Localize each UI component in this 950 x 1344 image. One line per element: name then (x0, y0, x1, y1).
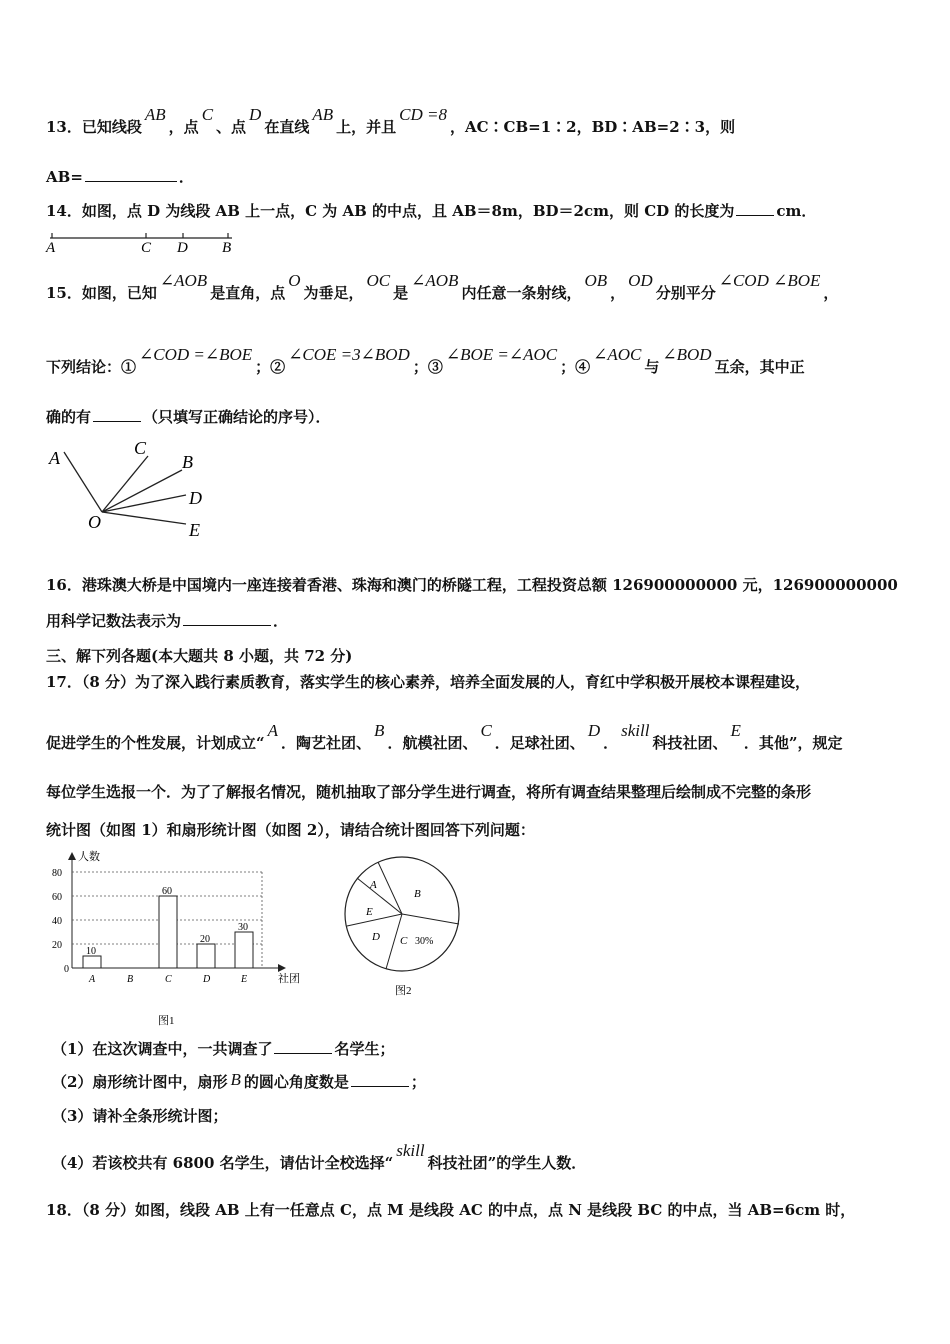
math-angle-aob: ∠AOB (411, 271, 459, 290)
q18-text: （8 分）如图，线段 AB 上有一任意点 C，点 M 是线段 AC 的中点，点 N 是线段 BC 的中点，当 AB=6cm 时， (81, 1201, 856, 1219)
answer-blank[interactable] (274, 1041, 332, 1054)
chart-title: 图1 (158, 1015, 175, 1027)
q15-sep: ；② (255, 358, 286, 376)
q17-text: ．足球社团、 (494, 734, 585, 752)
q17-text: 科技社团、 (652, 734, 728, 752)
q17-sub4-text: 科技社团”的学生人数． (427, 1154, 587, 1172)
y-axis-arrow (68, 852, 76, 860)
answer-blank[interactable] (351, 1074, 409, 1087)
slice-label-b: B (414, 888, 421, 900)
answer-blank[interactable] (736, 203, 774, 216)
math-o: O (288, 271, 301, 290)
x-tick-label-c: C (165, 974, 172, 985)
q13-text: 在直线 (264, 118, 310, 136)
x-tick-label-a: A (89, 974, 96, 985)
y-tick-label: 40 (52, 916, 62, 927)
q15-line1 (46, 271, 839, 303)
bar-a (83, 956, 101, 968)
slice-label-c: C (400, 935, 408, 947)
math-a: A (267, 721, 279, 740)
bar-d (197, 944, 215, 968)
y-tick-labels (52, 868, 69, 975)
math-c: C (480, 721, 492, 740)
bar-c (159, 896, 177, 968)
x-tick-label-d: D (203, 974, 211, 985)
q14-number: 14． (46, 202, 82, 220)
q15-line2 (46, 345, 805, 377)
label-d: D (189, 488, 202, 508)
label-o: O (88, 512, 101, 532)
q17-sub2-text: ； (410, 1073, 426, 1091)
section-3-title: 三、解下列各题(本大题共 8 小题，共 72 分) (46, 647, 353, 665)
q13-text: 上，并且 (336, 118, 397, 136)
conclusion-3: ∠BOE =∠AOC (445, 345, 558, 364)
q15-text: ， (610, 284, 626, 302)
math-skill: skill (621, 721, 650, 740)
q16-text: 用科学记数法表示为 (46, 612, 182, 630)
bar-chart-figure-1 (50, 848, 320, 1028)
slice-label-a: A (370, 879, 377, 891)
q13-line1 (46, 105, 736, 137)
label-a: A (46, 240, 56, 256)
label-c: C (134, 438, 147, 458)
pie-divider-e-a (357, 878, 402, 914)
q17-sub1-text: （1）在这次调查中，一共调查了 (52, 1040, 273, 1058)
ray-ob (102, 470, 182, 512)
label-c: C (141, 240, 152, 256)
label-d: D (177, 240, 188, 256)
q16-suffix: ． (273, 612, 289, 630)
q15-conclusions-intro: 下列结论：① (46, 358, 137, 376)
answer-blank[interactable] (183, 613, 271, 626)
bar-value-label-d: 20 (200, 934, 210, 945)
math-angle-aob: ∠AOB (159, 271, 208, 290)
q13-text: 已知线段 (81, 118, 142, 136)
pie-divider-d-e (347, 914, 402, 926)
q15-sep: ；③ (412, 358, 443, 376)
math-b: B (230, 1070, 241, 1089)
answer-blank[interactable] (93, 409, 141, 422)
math-skill: skill (396, 1141, 425, 1160)
q17-text: （8 分）为了深入践行素质教育，落实学生的核心素养，培养全面发展的人，育红中学积极开展校本课程建设， (81, 673, 811, 691)
x-tick-label-e: E (241, 974, 248, 985)
q17-number: 17． (46, 673, 82, 691)
math-cd-eq-8: CD =8 (399, 105, 447, 124)
conclusion-2: ∠COE =3∠BOD (288, 345, 410, 364)
q16-line1 (46, 574, 898, 595)
q17-sub3: （3）请补全条形统计图； (52, 1107, 228, 1125)
math-ab: AB (144, 105, 166, 124)
math-d: D (249, 105, 262, 124)
q15-text: ， (823, 284, 839, 302)
math-od: OD (628, 271, 653, 290)
q16-text: 港珠澳大桥是中国境内一座连接着香港、珠海和澳门的桥隧工程，工程投资总额 126900000000 元，126900000000 (81, 576, 898, 594)
q14-line (46, 200, 816, 221)
q15-text: 如图，已知 (81, 284, 157, 302)
q17-line3: 每位学生选报一个．为了了解报名情况，随机抽取了部分学生进行调查，将所有调查结果整理后绘制成不完整的条形 (46, 783, 812, 801)
q17-line2 (46, 721, 843, 753)
q16-line2 (46, 610, 288, 631)
x-axis-arrow (278, 964, 286, 972)
q15-sep: 与 (644, 358, 660, 376)
bar-value-label-a: 10 (86, 946, 96, 957)
chart-title: 图2 (395, 985, 412, 997)
q15-text: 为垂足， (303, 284, 364, 302)
q17-line1 (46, 671, 810, 692)
math-e: E (730, 721, 741, 740)
q17-sub2-text: （2）扇形统计图中，扇形 (52, 1073, 228, 1091)
q17-sub1 (52, 1038, 394, 1059)
label-b: B (182, 452, 193, 472)
q15-text: 确的有 (46, 408, 92, 426)
q13-text: 、点 (216, 118, 247, 136)
math-ab: AB (312, 105, 334, 124)
bar-e (235, 932, 253, 968)
conclusion-4-angle-bod: ∠BOD (662, 345, 712, 364)
q15-text: 分别平分 (655, 284, 716, 302)
label-e: E (189, 520, 200, 540)
q13-number: 13． (46, 118, 82, 136)
q17-text: ．其他”，规定 (743, 734, 843, 752)
q17-sub1-text: 名学生； (334, 1040, 395, 1058)
q17-sub4 (52, 1141, 587, 1173)
q15-text: 是直角，点 (210, 284, 286, 302)
x-tick-labels (88, 974, 247, 985)
math-d: D (587, 721, 601, 740)
y-axis-label: 人数 (78, 851, 100, 863)
q14-segment-figure (44, 228, 244, 256)
q13-answer-prefix: AB= (46, 168, 83, 186)
math-ob: OB (584, 271, 608, 290)
q18-line1 (46, 1199, 855, 1220)
q18-number: 18． (46, 1201, 82, 1219)
q13-text: ，点 (168, 118, 199, 136)
q17-line4: 统计图（如图 1）和扇形统计图（如图 2），请结合统计图回答下列问题： (46, 821, 535, 839)
q13-answer-suffix: ． (178, 168, 194, 186)
q17-text: ．陶艺社团、 (281, 734, 372, 752)
pie-chart-figure-2 (340, 854, 470, 1004)
y-tick-label: 60 (52, 892, 62, 903)
q15-ray-figure (44, 432, 224, 544)
q17-text: ．航模社团、 (387, 734, 478, 752)
y-tick-label: 80 (52, 868, 62, 879)
q15-text: 内任意一条射线， (461, 284, 582, 302)
answer-blank[interactable] (85, 169, 177, 182)
q13-text: ，AC∶CB=1∶2，BD∶AB=2∶3，则 (449, 118, 736, 136)
q17-sub4-text: （4）若该校共有 6800 名学生，请估计全校选择“ (52, 1154, 394, 1172)
ray-oe (102, 512, 186, 524)
conclusion-4-angle-aoc: ∠AOC (593, 345, 642, 364)
label-a: A (49, 448, 60, 468)
math-oc: OC (366, 271, 391, 290)
x-axis-label: 社团 (278, 973, 300, 985)
q15-number: 15． (46, 284, 82, 302)
q17-sub2 (52, 1071, 426, 1092)
y-tick-label: 20 (52, 940, 62, 951)
math-c: C (201, 105, 214, 124)
q15-sep: ；④ (560, 358, 591, 376)
q17-text: ． (603, 734, 619, 752)
bar-value-label-e: 30 (238, 922, 248, 933)
q15-text: 是 (393, 284, 409, 302)
q15-line3 (46, 406, 331, 427)
q16-number: 16． (46, 576, 82, 594)
q17-text: 促进学生的个性发展，计划成立“ (46, 734, 265, 752)
y-tick-label: 0 (64, 964, 69, 975)
q15-text: 互余，其中正 (714, 358, 805, 376)
math-b: B (374, 721, 385, 740)
q14-text: 如图，点 D 为线段 AB 上一点，C 为 AB 的中点，且 AB＝8m，BD＝2cm，则 CD 的长度为 (81, 202, 735, 220)
ray-oa (64, 452, 102, 512)
pie-divider-b-c (402, 914, 459, 924)
slice-label-e: E (366, 906, 373, 918)
conclusion-1: ∠COD =∠BOE (139, 345, 253, 364)
slice-value-c: 30% (415, 936, 434, 947)
label-b: B (222, 240, 232, 256)
math-angles-cod-boe: ∠COD ∠BOE (718, 271, 821, 290)
q14-suffix: cm． (776, 202, 817, 220)
slice-label-d: D (372, 931, 380, 943)
pie-divider-a-b (378, 862, 402, 914)
q15-text: （只填写正确结论的序号）． (143, 408, 331, 426)
q13-answer-line (46, 166, 194, 187)
q17-sub2-text: 的圆心角度数是 (243, 1073, 349, 1091)
bar-value-label-c: 60 (162, 886, 172, 897)
x-tick-label-b: B (127, 974, 134, 985)
bars (83, 886, 253, 968)
